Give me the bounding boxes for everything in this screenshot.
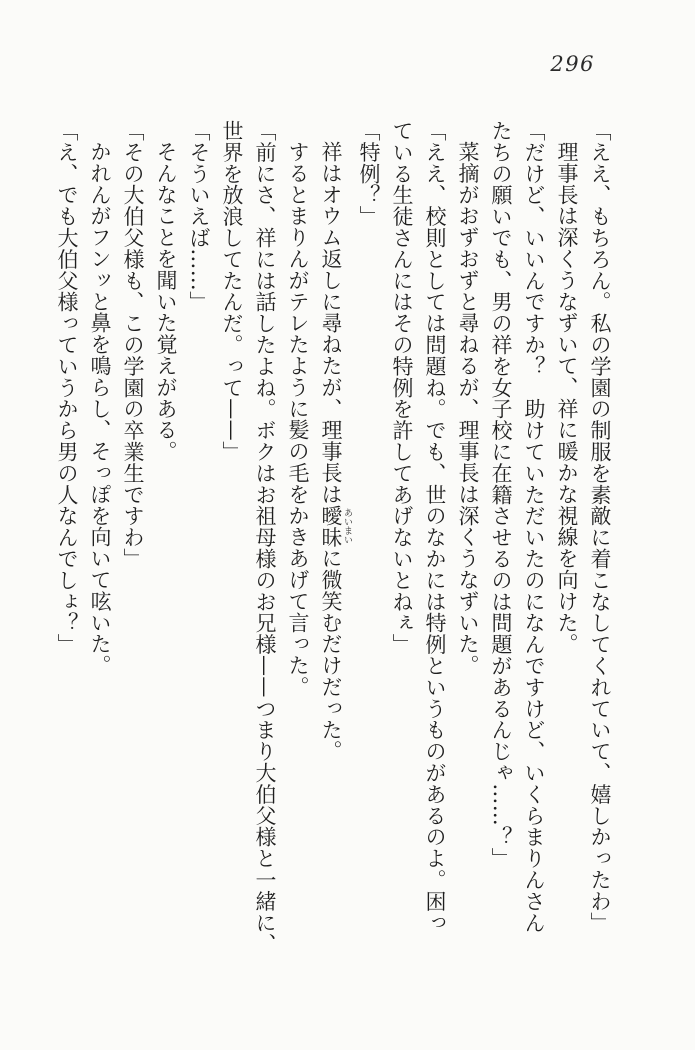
text-line	[352, 120, 385, 965]
text-line	[451, 120, 484, 965]
text-line	[50, 120, 83, 965]
page-number: 296	[550, 52, 595, 76]
text-line	[116, 120, 149, 965]
text-segment: そんなことを聞いた覚えがある。	[154, 141, 178, 462]
text-line	[149, 120, 182, 965]
text-segment: 「特例？」	[357, 120, 381, 227]
text-line	[385, 120, 418, 965]
text-line	[182, 120, 215, 965]
text-line	[83, 120, 116, 965]
text-segment: たちの願いでも、男の祥を女子校に在籍させるのは問題があるんじゃ……？」	[489, 120, 513, 869]
text-line	[550, 120, 583, 965]
text-segment: 「え、でも大伯父様っていうから男の人なんでしょ？」	[55, 120, 79, 655]
text-block	[50, 120, 616, 965]
text-segment: 「ええ、もちろん。私の学園の制服を素敵に着こなしてくれていて、嬉しかったわ」	[588, 120, 612, 934]
text-line	[484, 120, 517, 965]
text-line	[517, 120, 550, 965]
text-line	[583, 120, 616, 965]
text-segment: 「前にさ、祥には話したよね。ボクはお祖母様のお兄様——つまり大伯父様と一緒に、	[253, 120, 277, 955]
text-line	[215, 120, 248, 965]
ruby-base: 曖昧	[319, 504, 343, 548]
text-segment: 世界を放浪してたんだ。って——」	[220, 120, 244, 463]
text-segment: かれんがフンッと鼻を鳴らし、そっぽを向いて呟いた。	[88, 141, 112, 676]
text-line	[418, 120, 451, 965]
text-segment: 祥はオウム返しに尋ねたが、理事長は	[319, 141, 343, 505]
text-segment: ている生徒さんにはその特例を許してあげないとねぇ」	[390, 120, 414, 655]
text-segment: 「そういえば……」	[187, 120, 211, 313]
text-line	[314, 120, 352, 965]
ruby-text: あいまい	[342, 504, 352, 548]
text-line	[281, 120, 314, 965]
text-segment: 理事長は深くうなずいて、祥に暖かな視線を向けた。	[555, 141, 579, 655]
text-segment: するとまりんがテレたように髪の毛をかきあげて言った。	[286, 141, 310, 698]
text-segment: 「だけど、いいんですか？ 助けていただいたのになんですけど、いくらまりんさん	[522, 120, 546, 934]
text-segment: 「ええ、校則としては問題ね。でも、世のなかには特例というものがあるのよ。困っ	[423, 120, 447, 934]
text-segment: 菜摘がおずおずと尋ねるが、理事長は深くうなずいた。	[456, 141, 480, 676]
ruby-annotated-word	[319, 504, 352, 548]
text-line	[248, 120, 281, 965]
text-segment: に微笑むだけだった。	[319, 547, 343, 762]
text-segment: 「その大伯父様も、この学園の卒業生ですわ」	[121, 120, 145, 570]
